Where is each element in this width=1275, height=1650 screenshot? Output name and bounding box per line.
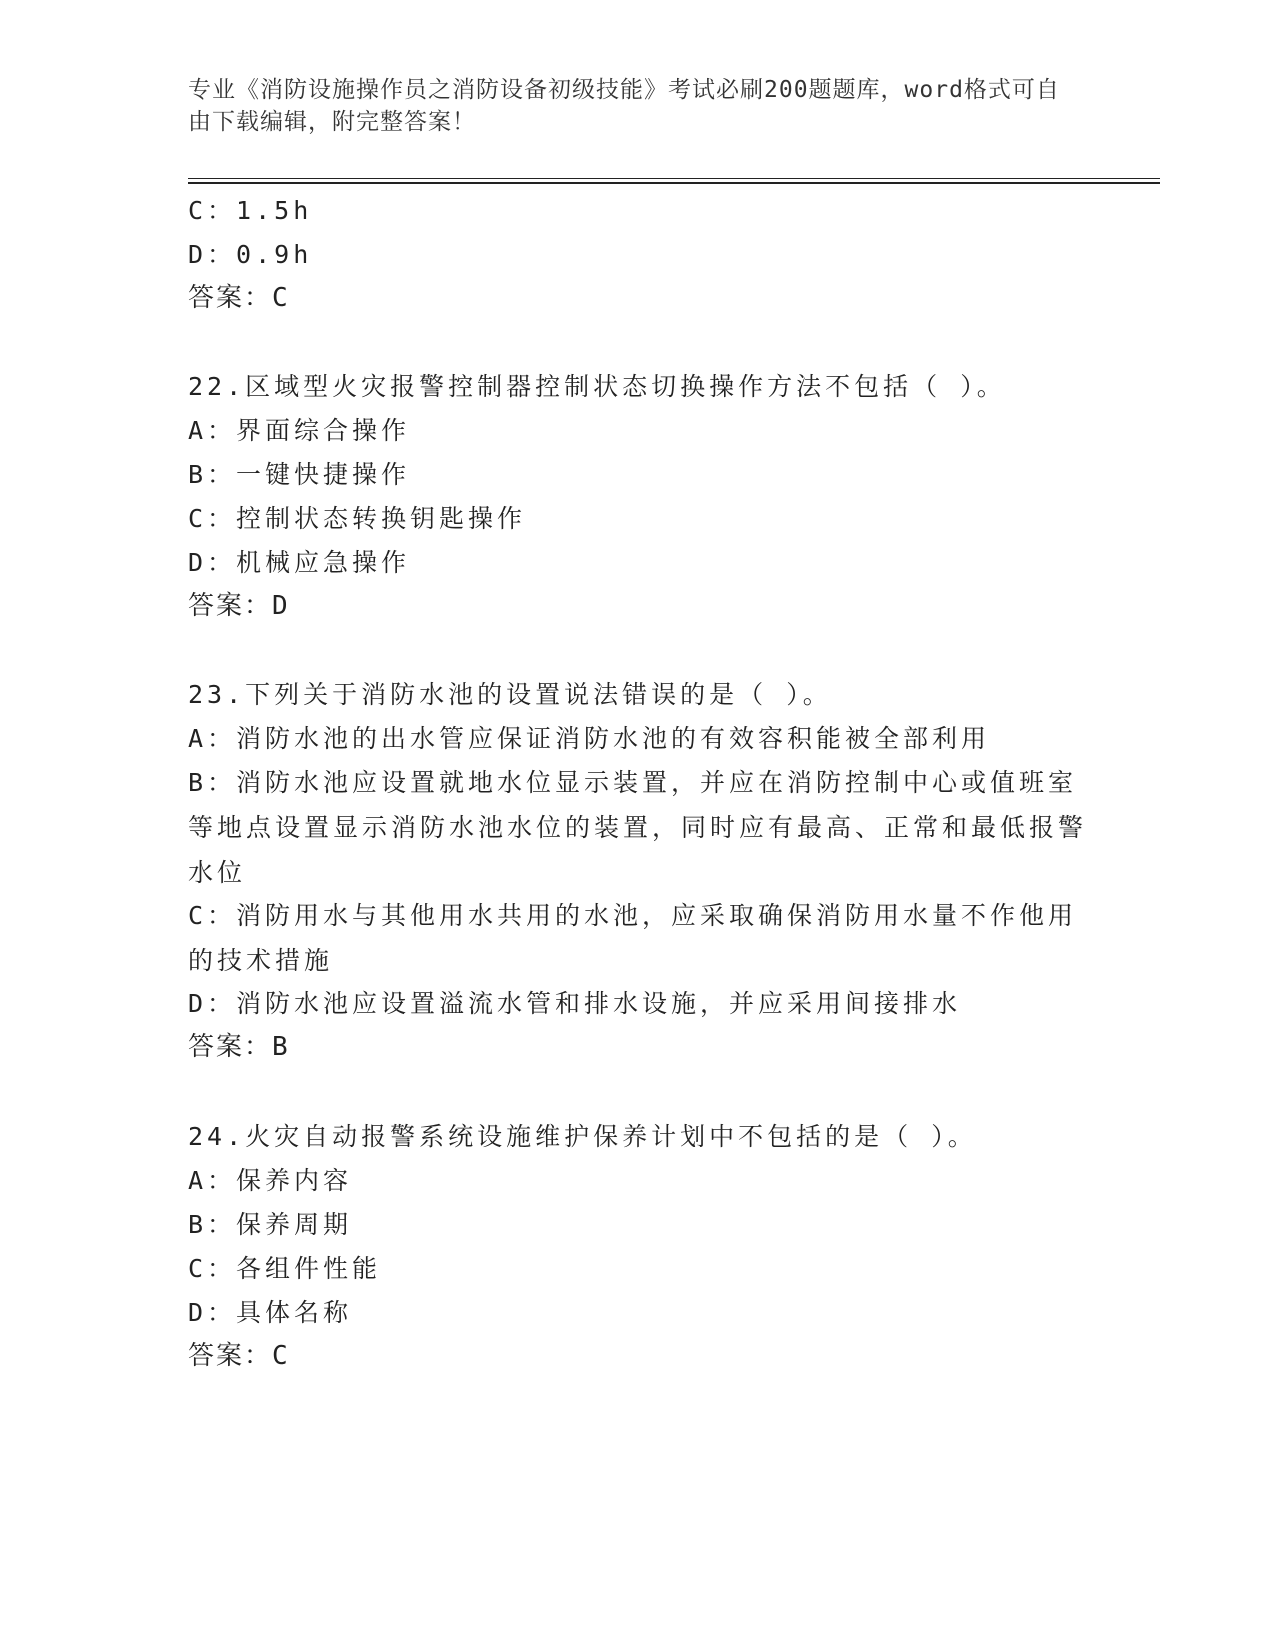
q21-option-c: C：1.5h [188, 196, 313, 225]
q22-option-c: C：控制状态转换钥匙操作 [188, 504, 527, 533]
q24-option-a: A：保养内容 [188, 1166, 353, 1195]
q22-answer: 答案：D [188, 591, 290, 621]
q21-answer: 答案：C [188, 283, 290, 313]
q22-question: 22.区域型火灾报警控制器控制状态切换操作方法不包括（ ）。 [188, 372, 1006, 401]
document-header: 专业《消防设施操作员之消防设备初级技能》考试必刷200题题库，word格式可自由下载编辑，附完整答案！ [188, 77, 1060, 135]
q24-option-d: D：具体名称 [188, 1298, 353, 1327]
q21-option-d: D：0.9h [188, 240, 313, 269]
q23-option-b: B：消防水池应设置就地水位显示装置，并应在消防控制中心或值班室等地点设置显示消防水池水位的装置，同时应有最高、正常和最低报警水位 [188, 768, 1088, 887]
q22-option-d: D：机械应急操作 [188, 548, 411, 577]
q23-option-d: D：消防水池应设置溢流水管和排水设施，并应采用间接排水 [188, 989, 962, 1018]
q24-option-c: C：各组件性能 [188, 1254, 382, 1283]
q23-option-a: A：消防水池的出水管应保证消防水池的有效容积能被全部利用 [188, 724, 991, 753]
header-divider-thin [188, 178, 1160, 179]
q22-option-a: A：界面综合操作 [188, 416, 411, 445]
q24-question: 24.火灾自动报警系统设施维护保养计划中不包括的是（ ）。 [188, 1122, 977, 1151]
q23-option-c: C：消防用水与其他用水共用的水池，应采取确保消防用水量不作他用的技术措施 [188, 901, 1078, 975]
q24-option-b: B：保养周期 [188, 1210, 353, 1239]
header-divider-thick [188, 182, 1160, 184]
q24-answer: 答案：C [188, 1341, 290, 1371]
q23-answer: 答案：B [188, 1032, 290, 1062]
q22-option-b: B：一键快捷操作 [188, 460, 411, 489]
q23-question: 23.下列关于消防水池的设置说法错误的是（ ）。 [188, 680, 832, 709]
